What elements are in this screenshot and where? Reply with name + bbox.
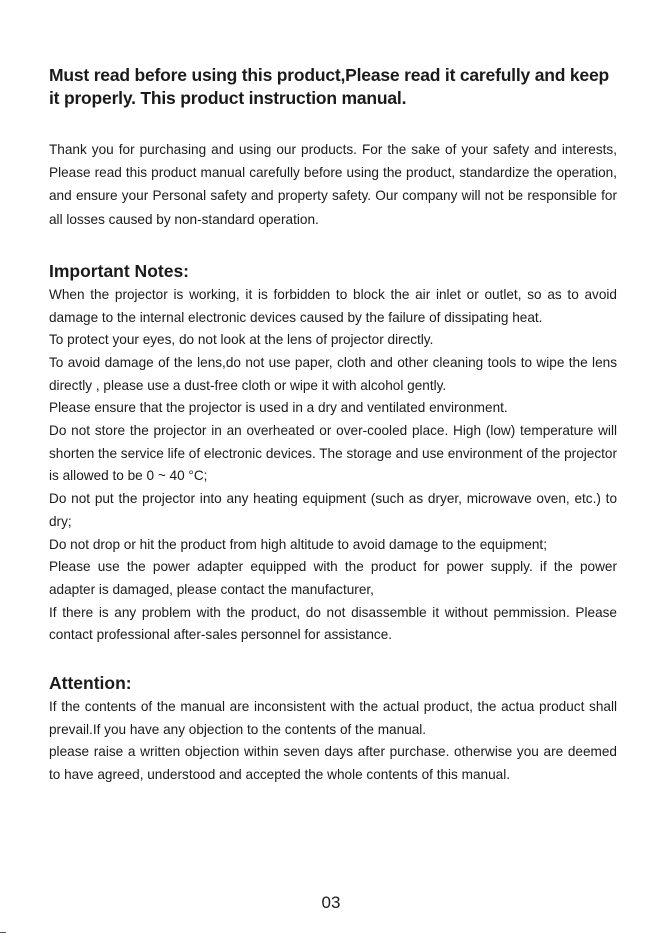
attention-list xyxy=(49,696,617,787)
page-title: Must read before using this product,Please read it carefully and keep it properly. This product instruction manual. xyxy=(49,65,609,108)
intro-paragraph: Thank you for purchasing and using our products. For the sake of your safety and interests, Please read this product manual carefully before using the product, standardize the operation, and ensure your Personal safety and property safety. Our company will not be responsible for all losses caused by non-standard operation. xyxy=(49,142,617,227)
attention-heading: Attention: xyxy=(49,673,132,694)
attention-item: please raise a written objection within seven days after purchase. otherwise you are deemed to have agreed, understood and accepted the whole contents of this manual. xyxy=(49,744,617,783)
note-item: When the projector is working, it is forbidden to block the air inlet or outlet, so as to avoid damage to the internal electronic devices caused by the failure of dissipating heat. xyxy=(49,286,617,325)
note-item: Please use the power adapter equipped with the product for power supply. if the power adapter is damaged, please contact the manufacturer, xyxy=(49,559,617,597)
note-item: To avoid damage of the lens,do not use paper, cloth and other cleaning tools to wipe the lens directly , please use a dust-free cloth or wipe it with alcohol gently. xyxy=(49,354,617,393)
manual-page xyxy=(49,64,617,787)
note-item: To protect your eyes, do not look at the lens of projector directly. xyxy=(49,332,434,348)
note-item: Please ensure that the projector is used in a dry and ventilated environment. xyxy=(49,400,508,416)
note-item: If there is any problem with the product, do not disassemble it without pemmission. Please contact professional after-sales personnel for assistance. xyxy=(49,604,617,643)
note-item: Do not store the projector in an overheated or over-cooled place. High (low) temperature will shorten the service life of electronic devices. The storage and use environment of the projector is allowed to be 0 ~ 40 °C; xyxy=(49,423,617,484)
important-notes-list xyxy=(49,284,617,647)
important-notes-heading: Important Notes: xyxy=(49,260,189,281)
attention-item: If the contents of the manual are inconsistent with the actual product, the actua product shall prevail.If you have any objection to the contents of the manual. xyxy=(49,699,617,737)
page-number: 03 xyxy=(321,893,341,912)
note-item: Do not drop or hit the product from high altitude to avoid damage to the equipment; xyxy=(49,536,547,552)
note-item: Do not put the projector into any heating equipment (such as dryer, microwave oven, etc.) to dry; xyxy=(49,491,617,529)
